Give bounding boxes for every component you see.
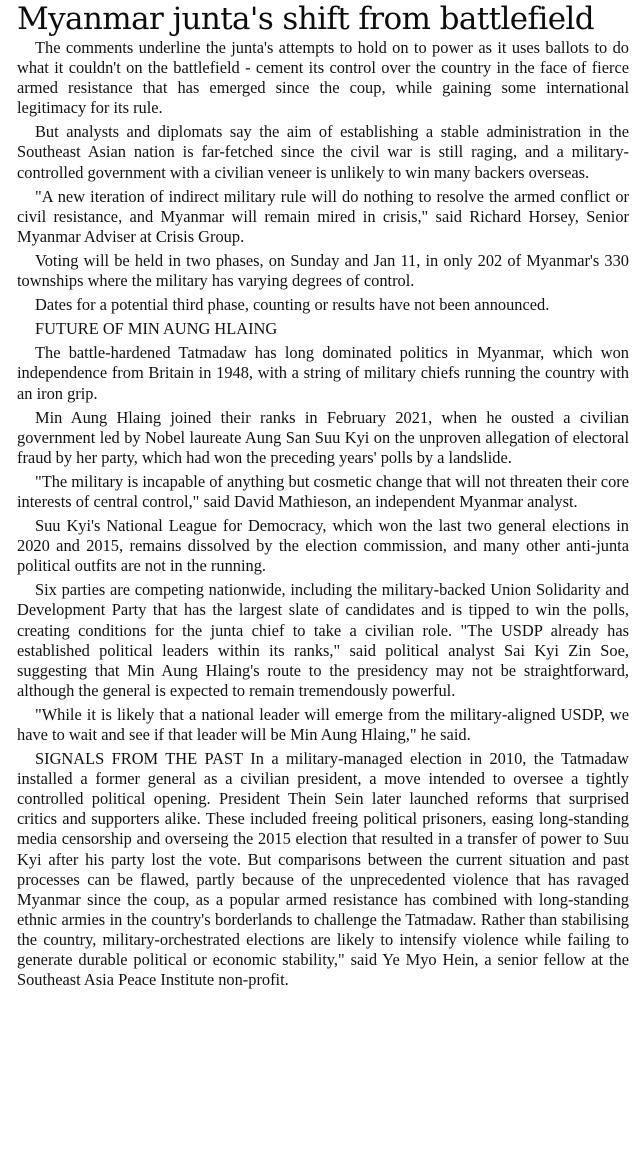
section-subhead: FUTURE OF MIN AUNG HLAING (35, 319, 278, 339)
paragraph-coup-2021: Min Aung Hlaing joined their ranks in February 2021, when he ousted a civilian government led by Nobel laureate Aung San Suu Kyi on the unproven allegation of electoral fraud by her party, which had won the preceding years' polls by a landslide. (17, 407, 629, 467)
paragraph-signals-from-past: SIGNALS FROM THE PAST In a military-managed election in 2010, the Tatmadaw installed a former general as a civilian president, a move intended to oversee a tightly controlled political opening. President Thein Sein later launched reforms that surprised critics and supporters alike. These included freeing political prisoners, easing long-standing media censorship and overseing the 2015 election that resulted in a transfer of power to Suu Kyi after his party lost the vote. But comparisons between the current situation and past processes can be flawed, partly because of the unprecedented violence that has ravaged Myanmar since the coup, as a popular armed resistance has combined with long-standing ethnic armies in the country's borderlands to challenge the Tatmadaw. Rather than stabilising the country, military-orchestrated elections are likely to intensify violence while failing to generate durable political or economic stability," said Ye Myo Hein, a senior fellow at the Southeast Asia Peace Institute non-profit. (17, 749, 629, 990)
paragraph-third-phase: Dates for a potential third phase, counting or results have not been announced. (35, 295, 550, 315)
paragraph-tatmadaw-history: The battle-hardened Tatmadaw has long dominated politics in Myanmar, which won independence from Britain in 1948, with a string of military chiefs running the country with an iron grip. (17, 343, 629, 403)
paragraph-horsey-quote: "A new iteration of indirect military rule will do nothing to resolve the armed conflict or civil resistance, and Myanmar will remain mired in crisis," said Richard Horsey, Senior Myanmar Adviser at Crisis Group. (17, 186, 629, 246)
paragraph-analysts-diplomats: But analysts and diplomats say the aim of establishing a stable administration in the Southeast Asian nation is far-fetched since the civil war is still raging, and a military-controlled government with a civilian veneer is unlikely to win many backers overseas. (17, 122, 629, 182)
article-body (17, 38, 629, 990)
paragraph-junta-ballots: The comments underline the junta's attempts to hold on to power as it uses ballots to do what it couldn't on the battlefield - cement its control over the country in the face of fierce armed resistance that has emerged since the coup, while gaining some international legitimacy for its rule. (17, 38, 629, 118)
paragraph-voting-phases: Voting will be held in two phases, on Sunday and Jan 11, in only 202 of Myanmar's 330 townships where the military has varying degrees of control. (17, 250, 629, 291)
paragraph-mathieson-quote: "The military is incapable of anything but cosmetic change that will not threaten their core interests of central control," said David Mathieson, an independent Myanmar analyst. (17, 471, 629, 511)
paragraph-six-parties: Six parties are competing nationwide, including the military-backed Union Solidarity and Development Party that has the largest slate of candidates and is tipped to win the polls, creating conditions for the junta chief to take a civilian role. "The USDP already has established political leaders within its ranks," said political analyst Sai Kyi Zin Soe, suggesting that Min Aung Hlaing's route to the presidency may not be straightforward, although the general is expected to remain tremendously powerful. (17, 580, 629, 700)
news-article (17, 0, 629, 994)
article-headline: Myanmar junta's shift from battlefield (17, 1, 594, 37)
paragraph-nld-dissolved: Suu Kyi's National League for Democracy, which won the last two general elections in 2020 and 2015, remains dissolved by the election commission, and many other anti-junta political outfits are not in the running. (17, 516, 629, 576)
paragraph-usdp-leader: "While it is likely that a national leader will emerge from the military-aligned USDP, we have to wait and see if that leader will be Min Aung Hlaing," he said. (17, 704, 629, 744)
